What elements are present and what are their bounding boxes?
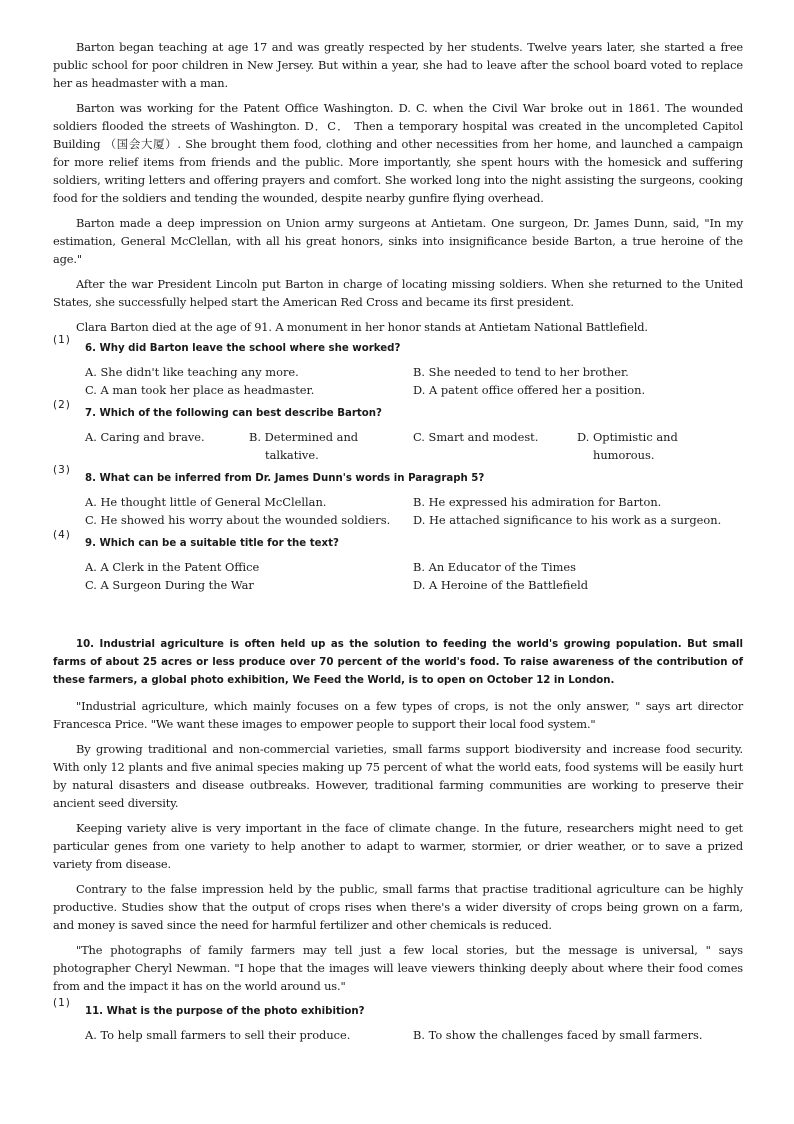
option-b[interactable]: B. She needed to tend to her brother. <box>413 365 629 379</box>
option-list <box>85 1026 743 1044</box>
option-d[interactable]: D. A patent office offered her a position. <box>413 383 646 397</box>
option-a[interactable]: A. He thought little of General McClellan. <box>85 495 327 509</box>
passage-paragraph: Clara Barton died at the age of 91. A monument in her honor stands at Antietam National Battlefield. <box>76 320 648 334</box>
passage-small-farms <box>53 636 743 1044</box>
passage-paragraph: Barton began teaching at age 17 and was greatly respected by her students. Twelve years later, she started a free public school for poor children in New Jersey. But within a year, she had to leave after the school board voted to replace her as headmaster with a man. <box>53 40 743 90</box>
passage-intro: 10. Industrial agriculture is often held up as the solution to feeding the world's growing population. But small farms of about 25 acres or less produce over 70 percent of the world's food. To raise awareness of the contribution of these farmers, a global photo exhibition, We Feed the World, is to open on October 12 in London. <box>53 639 743 686</box>
option-c[interactable]: C. A Surgeon During the War <box>85 578 254 592</box>
option-list <box>85 428 743 464</box>
question-text: 7. Which of the following can best describe Barton? <box>85 408 382 419</box>
option-a[interactable]: A. She didn't like teaching any more. <box>85 365 299 379</box>
question-9 <box>53 529 743 594</box>
question-number: (1) <box>53 997 71 1009</box>
question-number: (3) <box>53 464 71 476</box>
passage-paragraph: "Industrial agriculture, which mainly focuses on a few types of crops, is not the only answer, " says art director Francesca Price. "We want these images to empower people to support their local food system." <box>53 699 743 731</box>
passage-paragraph: Contrary to the false impression held by the public, small farms that practise traditional agriculture can be highly productive. Studies show that the output of crops rises when there's a wider diversity of crops being grown on a farm, and money is saved since the need for harmful fertilizer and other chemicals is reduced. <box>53 882 743 932</box>
passage-paragraph: Barton made a deep impression on Union army surgeons at Antietam. One surgeon, Dr. James Dunn, said, "In my estimation, General McClellan, with all his great honors, sinks into insignificance beside Barton, a true heroine of the age." <box>53 216 743 266</box>
option-a[interactable]: A. To help small farmers to sell their produce. <box>85 1028 351 1042</box>
passage-paragraph: Keeping variety alive is very important in the face of climate change. In the future, researchers might need to get particular genes from one variety to help another to adapt to warmer, stormier, or drier weather, or to save a prized variety from disease. <box>53 821 743 871</box>
option-list <box>85 363 743 399</box>
passage-barton <box>53 38 743 594</box>
option-a[interactable]: A. A Clerk in the Patent Office <box>85 560 260 574</box>
option-a[interactable]: A. Caring and brave. <box>85 430 205 444</box>
option-d[interactable]: D. Optimistic and humorous. <box>577 430 678 462</box>
question-text: 8. What can be inferred from Dr. James Dunn's words in Paragraph 5? <box>85 473 485 484</box>
option-d[interactable]: D. A Heroine of the Battlefield <box>413 578 589 592</box>
option-list <box>85 558 743 594</box>
question-11 <box>53 997 743 1044</box>
question-7 <box>53 399 743 464</box>
option-list <box>85 493 743 529</box>
passage-paragraph: After the war President Lincoln put Barton in charge of locating missing soldiers. When she returned to the United States, she successfully helped start the American Red Cross and became its first president. <box>53 277 743 309</box>
option-c[interactable]: C. He showed his worry about the wounded soldiers. <box>85 513 391 527</box>
question-number: (4) <box>53 529 71 541</box>
question-text: 9. Which can be a suitable title for the text? <box>85 538 339 549</box>
question-6 <box>53 334 743 399</box>
question-text: 11. What is the purpose of the photo exhibition? <box>85 1006 365 1017</box>
question-number: (1) <box>53 334 71 346</box>
exam-page <box>53 38 743 1048</box>
passage-paragraph: "The photographs of family farmers may tell just a few local stories, but the message is universal, " says photographer Cheryl Newman. "I hope that the images will leave viewers thinking deeply about where their food comes from and the impact it has on the world around us." <box>53 943 743 993</box>
option-c[interactable]: C. Smart and modest. <box>413 430 539 444</box>
passage-paragraph: By growing traditional and non-commercial varieties, small farms support biodiversity and increase food security. With only 12 plants and five animal species making up 75 percent of what the world eats, food systems will be easily hurt by natural disasters and disease outbreaks. However, traditional farming communities are working to preserve their ancient seed diversity. <box>53 742 743 810</box>
option-b[interactable]: B. He expressed his admiration for Barton. <box>413 495 662 509</box>
question-text: 6. Why did Barton leave the school where she worked? <box>85 343 401 354</box>
option-b[interactable]: B. To show the challenges faced by small farmers. <box>413 1028 703 1042</box>
option-d[interactable]: D. He attached significance to his work as a surgeon. <box>413 513 722 527</box>
option-b[interactable]: B. An Educator of the Times <box>413 560 577 574</box>
question-number: (2) <box>53 399 71 411</box>
option-c[interactable]: C. A man took her place as headmaster. <box>85 383 315 397</box>
question-8 <box>53 464 743 529</box>
passage-paragraph: Barton was working for the Patent Office Washington. D. C. when the Civil War broke out in 1861. The wounded soldiers flooded the streets of Washington. D．C． Then a temporary hospital was created in the uncompleted Capitol Building （国会大厦）. She brought them food, clothing and other necessities from her home, and launched a campaign for more relief items from friends and the public. More importantly, she spent hours with the homesick and suffering soldiers, writing letters and offering prayers and comfort. She worked long into the night assisting the surgeons, cooking food for the soldiers and tending the wounded, despite nearby gunfire flying overhead. <box>53 101 743 205</box>
option-b[interactable]: B. Determined and talkative. <box>249 430 359 462</box>
